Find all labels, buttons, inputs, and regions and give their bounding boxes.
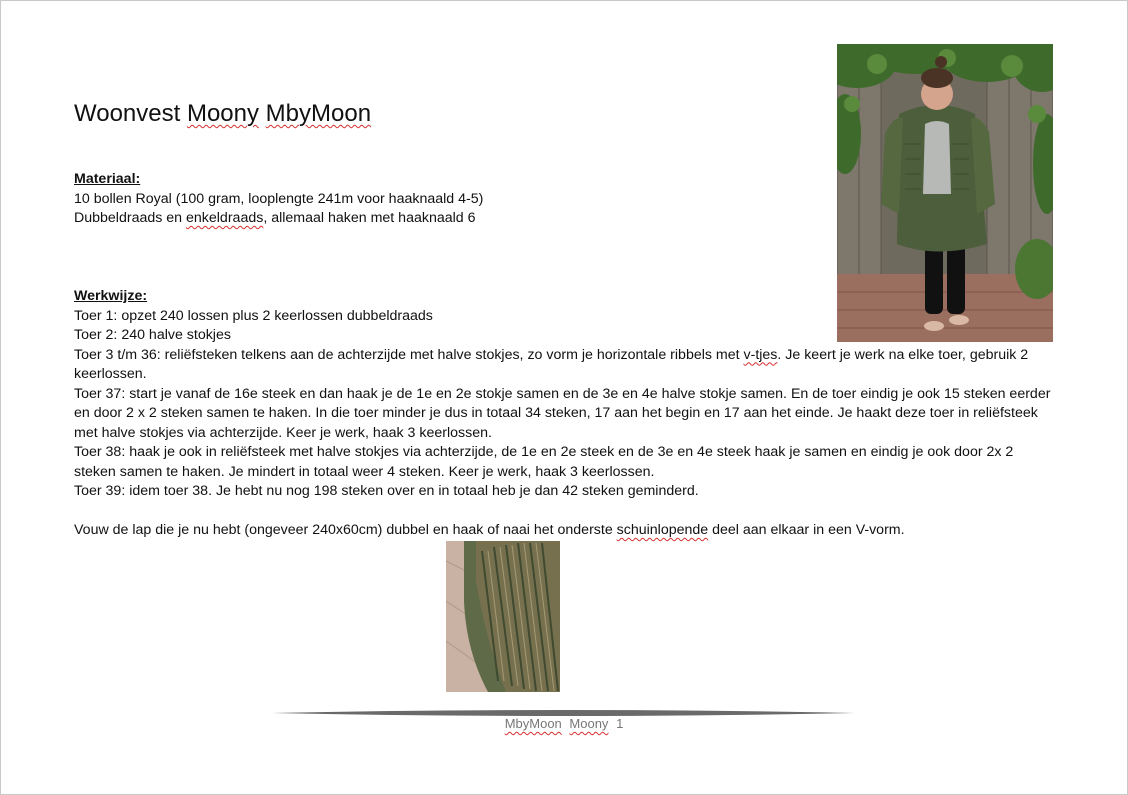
fold-instruction [74, 521, 1054, 541]
fold-a: Vouw de lap die je nu hebt (ongeveer 240x60cm) dubbel en haak of naai het onderste [74, 522, 617, 538]
toer-39: Toer 39: idem toer 38. Je hebt nu nog 198 steken over en in totaal heb je dan 42 steken geminderd. [74, 483, 699, 499]
title-word-2: Moony [186, 100, 259, 127]
toer-37: Toer 37: start je vanaf de 16e steek en dan haak je de 1e en 2e stokje samen en de 3e en 4e halve stokje samen. En de toer eindig je ook 15 steken eerder en door 2 x 2 steken samen te haken. In die toer minder je dus in totaal 34 steken, 17 aan het begin en 17 aan het einde. Je haakt deze toer in reliëfsteek met halve stokjes via achterzijde. Keer je werk, haak 3 keerlossen. [74, 385, 1051, 441]
photo-knit-detail [446, 541, 560, 692]
footer-word-1: MbyMoon [504, 716, 562, 731]
footer-word-2: Moony [569, 716, 609, 731]
materials-line-1: 10 bollen Royal (100 gram, looplengte 241m voor haaknaald 4-5) [74, 190, 484, 207]
toer-3-36 [74, 346, 1054, 385]
toer-2: Toer 2: 240 halve stokjes [74, 327, 231, 343]
photo-person-cardigan-icon [837, 44, 1053, 342]
page-title [74, 99, 371, 129]
footer-page-number: 1 [616, 716, 624, 731]
toer-3-c: . Je keert je werk na elke toer, gebruik 2 keerlossen. [74, 346, 1029, 382]
materials-line-2-c: , allemaal haken met haaknaald 6 [263, 210, 476, 226]
page-footer [0, 716, 1128, 731]
materials-heading: Materiaal: [74, 171, 141, 187]
toer-3-b: v-tjes [743, 346, 778, 363]
toer-38: Toer 38: haak je ook in reliëfsteek met halve stokjes via achterzijde, de 1e en 2e steek en de 3e en 4e steek haak je samen en eindig je ook door 2x 2 steken samen te haken. Je mindert in totaal weer 4 steken. Keer je werk, haak 3 keerlossen. [74, 444, 1014, 480]
toer-3-a: Toer 3 t/m 36: reliëfsteken telkens aan de achterzijde met halve stokjes, zo vorm je horizontale ribbels met [74, 346, 744, 363]
photo-knit-detail-icon [446, 541, 560, 692]
title-word-3: MbyMoon [265, 100, 372, 127]
fold-b: schuinlopende [616, 522, 709, 538]
method-heading: Werkwijze: [74, 288, 148, 304]
materials-line-2-a: Dubbeldraads en [74, 210, 187, 226]
fold-c: deel aan elkaar in een V-vorm. [708, 522, 905, 538]
title-word-1: Woonvest [74, 100, 181, 127]
blank-line [74, 502, 1054, 522]
materials-line-2-b: enkeldraads [186, 210, 264, 226]
toer-1: Toer 1: opzet 240 lossen plus 2 keerlossen dubbeldraads [74, 307, 433, 324]
photo-person-cardigan [837, 44, 1053, 342]
